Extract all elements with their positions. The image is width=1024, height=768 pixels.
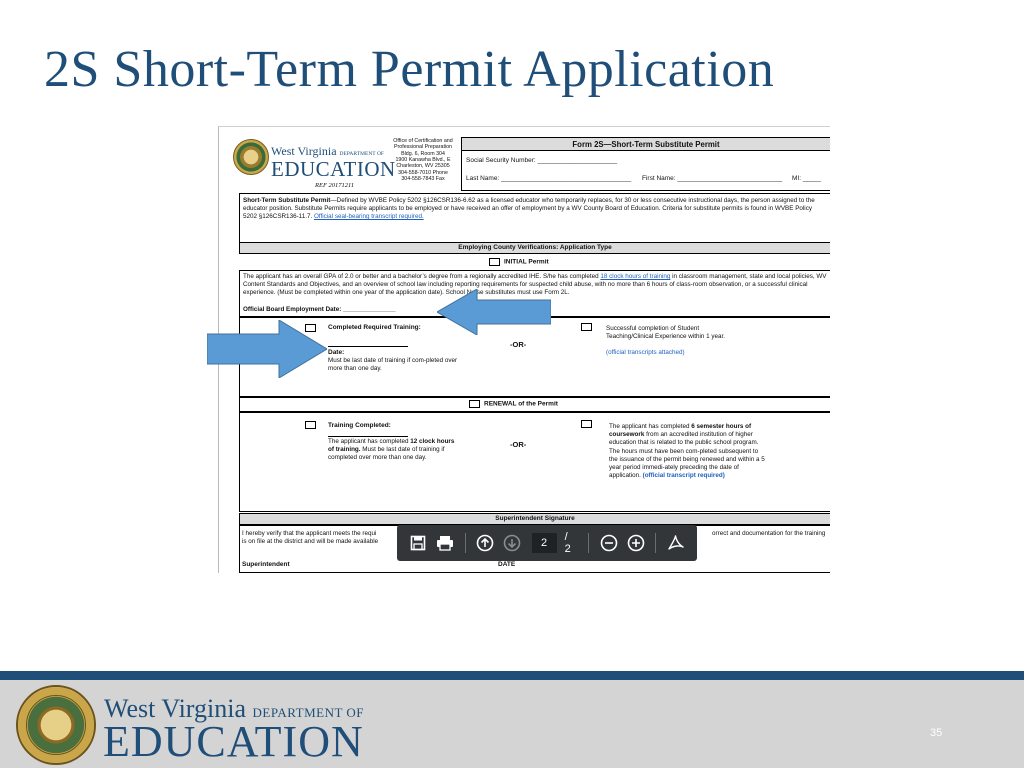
left-arrow-icon: [437, 289, 551, 335]
ssn-field[interactable]: Social Security Number: ______________________: [466, 157, 618, 164]
pdf-toolbar: [397, 525, 697, 561]
form-title: Form 2S—Short-Term Substitute Permit: [462, 138, 830, 151]
signature-bar: Superintendent Signature: [239, 513, 830, 525]
renewal-bar: [239, 397, 830, 412]
student-teaching-text: Successful completion of Student Teaching/Clinical Experience within 1 year.: [606, 325, 726, 341]
date-note: Must be last date of training if com-pleted over more than one day.: [328, 357, 458, 373]
save-icon[interactable]: [405, 529, 432, 557]
or-separator-renewal: -OR-: [510, 440, 527, 449]
signature-text-a: I hereby verify that the applicant meets the requi: [242, 530, 377, 537]
renewal-section: [239, 412, 830, 512]
definition-bold: Short-Term Substitute Permit: [243, 197, 331, 204]
zoom-in-icon[interactable]: [622, 529, 649, 557]
clock-hours-link[interactable]: 18 clock hours of training: [600, 273, 671, 280]
student-teaching-checkbox[interactable]: [581, 323, 592, 331]
office-line: 304-558-7010 Phone: [398, 169, 448, 176]
board-date-field[interactable]: Official Board Employment Date: _______________: [243, 306, 396, 313]
footer-accent-bar: [0, 671, 1024, 680]
document-logo: [233, 135, 396, 181]
date-label: Date:: [328, 349, 345, 356]
initial-permit-label: [489, 258, 549, 267]
definition-text: —Defined by WVBE Policy 5202 §126CSR136-6.62 as a licensed educator who temporarily replaces, for 30 or less consecutive instructional days, the person assigned to the educator position. Substitute Permits require applicants to be employed or have received an offer of employment by a WV County Board of Education. Criteria for substitute permits is found in WVBE Policy 5202 §126CSR136-11.7.: [243, 197, 815, 221]
or-separator: -OR-: [510, 340, 527, 349]
right-arrow-icon: [207, 320, 327, 378]
transcripts-note: (official transcripts attached): [606, 349, 685, 356]
next-page-icon[interactable]: [499, 529, 526, 557]
slide-footer: [0, 680, 1024, 768]
footer-logo-bottom: EDUCATION: [103, 717, 364, 766]
total-pages: / 2: [564, 531, 571, 555]
office-line: Professional Preparation: [393, 144, 452, 151]
initial-para-1: The applicant has an overall GPA of 2.0 or better and a bachelor’s degree from a regionally accredited IHE. S/he has completed: [243, 273, 601, 280]
office-address: [387, 138, 459, 182]
slide-title: 2S Short-Term Permit Application: [44, 41, 775, 98]
doc-logo-dept: DEPARTMENT OF: [339, 151, 384, 157]
transcript-link[interactable]: Official seal-bearing transcript required.: [313, 213, 424, 221]
initial-para-2: in classroom management, state and local policies, WV Content Standards and Objectives, and an overview of school law including reporting requirements for suspected child abuse, with no more than 6 hours of class-room observation, or a successful clinical experience. (Must be completed within one year of the application date). School Nurse substitutes must use Form 2L.: [243, 273, 827, 297]
last-name-field[interactable]: Last Name: ____________________________________: [466, 175, 632, 182]
doc-logo-top: West Virginia: [271, 144, 337, 158]
office-line: Office of Certification and: [393, 138, 453, 144]
superintendent-label: Superintendent: [242, 561, 290, 568]
renewal-label: RENEWAL of the Permit: [484, 400, 558, 408]
coursework-checkbox[interactable]: [581, 420, 592, 428]
office-line: Bldg. 6, Room 304: [401, 150, 445, 157]
employing-bar: Employing County Verifications: Application Type: [239, 242, 830, 254]
previous-page-icon[interactable]: [472, 529, 499, 557]
slide-page-number: 35: [930, 727, 943, 739]
state-seal-icon: [233, 139, 269, 175]
coursework-transcript-link[interactable]: (official transcript required): [642, 472, 725, 480]
training-completed-checkbox[interactable]: [305, 421, 316, 429]
date-signature-label: DATE: [498, 561, 516, 568]
definition-section: [239, 193, 830, 243]
doc-logo-bottom: EDUCATION: [271, 157, 396, 181]
completed-training-label: Completed Required Training:: [328, 324, 421, 331]
current-page-input[interactable]: 2: [532, 533, 557, 553]
zoom-out-icon[interactable]: [595, 529, 622, 557]
signature-text-c: is on file at the district and will be made available: [242, 538, 379, 545]
initial-checkbox[interactable]: [489, 258, 500, 266]
training-completed-text: The applicant has completed 12 clock hours of training. Must be last date of training if completed over more than one day.: [328, 438, 455, 462]
doc-ref: REF 20171211: [315, 182, 355, 189]
training-completed-label: Training Completed:: [328, 422, 391, 429]
first-name-field[interactable]: First Name: _____________________________: [642, 175, 783, 182]
office-line: Charleston, WV 25305: [396, 163, 450, 170]
mi-field[interactable]: MI: _____: [792, 175, 821, 182]
footer-logo-dept: DEPARTMENT OF: [252, 705, 365, 720]
signature-text-b: orrect and documentation for the training: [712, 530, 826, 537]
coursework-text: The applicant has completed 6 semester hours of coursework from an accredited institution of higher education that is related to the public school program. The hours must have been com-pleted subsequent to the issuance of the permit being renewed and within a 5 year period immedi-ately preceding the date of application. (official transcript required): [609, 423, 765, 480]
office-line: 304-558-7843 Fax: [401, 176, 445, 183]
print-icon[interactable]: [432, 529, 459, 557]
footer-logo-top: West Virginia: [104, 694, 246, 723]
state-seal-logo-icon: [16, 685, 96, 765]
office-line: 1900 Kanawha Blvd., E: [395, 157, 451, 164]
initial-label-text: INITIAL Permit: [504, 258, 549, 266]
renewal-checkbox[interactable]: [469, 400, 480, 408]
acrobat-icon[interactable]: [662, 529, 689, 557]
form-header-box: [461, 137, 830, 191]
